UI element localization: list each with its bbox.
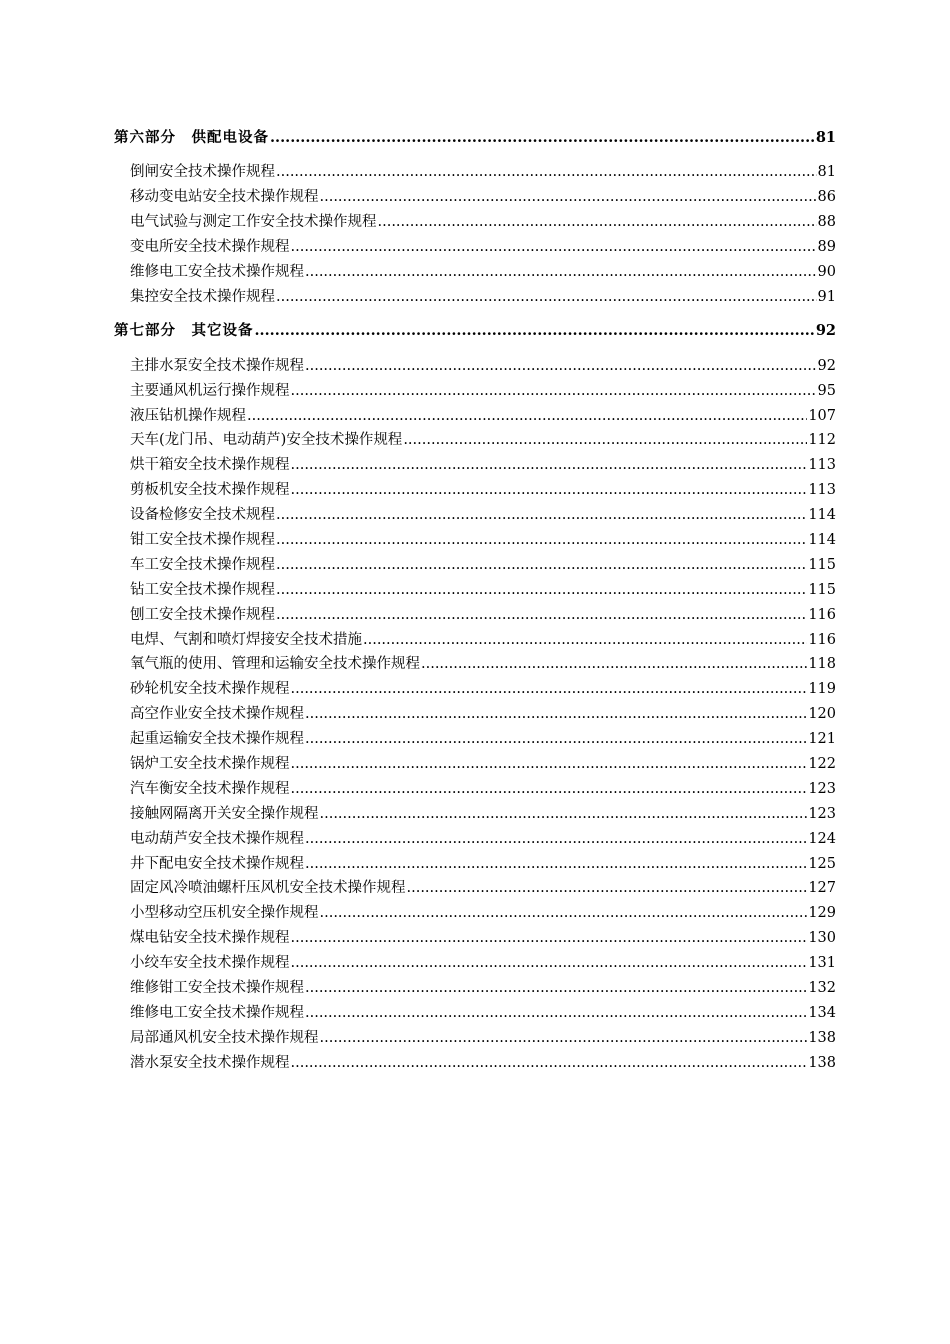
entry-page-number: 90 <box>817 263 836 280</box>
entry-page-number: 127 <box>808 880 836 897</box>
entry-page-number: 124 <box>808 830 836 847</box>
leader-dots <box>305 827 807 852</box>
entry-page-number: 115 <box>808 581 836 598</box>
toc-entry[interactable] <box>114 160 836 185</box>
toc-entry[interactable] <box>114 578 836 603</box>
entry-page-number: 81 <box>817 164 836 181</box>
entry-title: 接触网隔离开关安全操作规程 <box>130 805 319 822</box>
entry-title: 维修钳工安全技术操作规程 <box>130 979 304 996</box>
leader-dots <box>407 876 808 901</box>
table-of-contents <box>114 126 836 1076</box>
entry-page-number: 123 <box>808 805 836 822</box>
leader-dots <box>320 185 817 210</box>
leader-dots <box>291 235 817 260</box>
leader-dots <box>305 852 807 877</box>
leader-dots <box>291 951 808 976</box>
entry-title: 潜水泵安全技术操作规程 <box>130 1054 290 1071</box>
leader-dots <box>291 926 808 951</box>
entry-page-number: 118 <box>808 656 836 673</box>
entry-page-number: 138 <box>808 1029 836 1046</box>
toc-entry[interactable] <box>114 428 836 453</box>
toc-entry[interactable] <box>114 677 836 702</box>
entry-page-number: 123 <box>808 780 836 797</box>
leader-dots <box>378 210 817 235</box>
leader-dots <box>247 404 807 429</box>
entry-title: 煤电钻安全技术操作规程 <box>130 930 290 947</box>
entry-title: 烘干箱安全技术操作规程 <box>130 457 290 474</box>
toc-entry[interactable] <box>114 235 836 260</box>
entry-title: 钻工安全技术操作规程 <box>130 581 275 598</box>
entry-page-number: 88 <box>817 214 836 231</box>
toc-entry[interactable] <box>114 379 836 404</box>
toc-entry[interactable] <box>114 404 836 429</box>
entry-title: 砂轮机安全技术操作规程 <box>130 681 290 698</box>
toc-entry[interactable] <box>114 652 836 677</box>
toc-entry[interactable] <box>114 1001 836 1026</box>
toc-section-heading[interactable] <box>114 319 836 344</box>
toc-entry[interactable] <box>114 528 836 553</box>
leader-dots <box>320 901 808 926</box>
entry-title: 刨工安全技术操作规程 <box>130 606 275 623</box>
entry-title: 集控安全技术操作规程 <box>130 288 275 305</box>
leader-dots <box>305 354 817 379</box>
entry-title: 电动葫芦安全技术操作规程 <box>130 830 304 847</box>
entry-page-number: 119 <box>808 681 836 698</box>
leader-dots <box>291 1051 808 1076</box>
toc-entry[interactable] <box>114 777 836 802</box>
entry-title: 剪板机安全技术操作规程 <box>130 482 290 499</box>
toc-entry[interactable] <box>114 951 836 976</box>
leader-dots <box>276 603 807 628</box>
entry-title: 起重运输安全技术操作规程 <box>130 731 304 748</box>
entry-page-number: 134 <box>808 1004 836 1021</box>
entry-title: 液压钻机操作规程 <box>130 407 246 424</box>
entry-page-number: 125 <box>808 855 836 872</box>
toc-entry[interactable] <box>114 1026 836 1051</box>
leader-dots <box>276 528 807 553</box>
leader-dots <box>276 578 807 603</box>
entry-page-number: 131 <box>808 955 836 972</box>
entry-page-number: 114 <box>808 507 836 524</box>
toc-entry[interactable] <box>114 628 836 653</box>
entry-page-number: 115 <box>808 556 836 573</box>
entry-title: 电焊、气割和喷灯焊接安全技术措施 <box>130 631 362 648</box>
entry-title: 电气试验与测定工作安全技术操作规程 <box>130 214 377 231</box>
entry-title: 维修电工安全技术操作规程 <box>130 1004 304 1021</box>
entry-title: 维修电工安全技术操作规程 <box>130 263 304 280</box>
entry-page-number: 89 <box>817 239 836 256</box>
leader-dots <box>291 453 808 478</box>
toc-entry[interactable] <box>114 752 836 777</box>
section-spacer <box>114 310 836 320</box>
toc-entry[interactable] <box>114 852 836 877</box>
entry-title: 汽车衡安全技术操作规程 <box>130 780 290 797</box>
entry-page-number: 112 <box>808 432 836 449</box>
entry-title: 主排水泵安全技术操作规程 <box>130 357 304 374</box>
entry-page-number: 138 <box>808 1054 836 1071</box>
section-title: 第七部分 其它设备 <box>114 322 254 340</box>
toc-entry[interactable] <box>114 453 836 478</box>
toc-entry[interactable] <box>114 827 836 852</box>
leader-dots <box>291 752 808 777</box>
toc-entry[interactable] <box>114 1051 836 1076</box>
toc-entry[interactable] <box>114 210 836 235</box>
entry-title: 主要通风机运行操作规程 <box>130 382 290 399</box>
entry-page-number: 92 <box>817 357 836 374</box>
toc-section-heading[interactable] <box>114 126 836 151</box>
entry-page-number: 86 <box>817 189 836 206</box>
entry-title: 小绞车安全技术操作规程 <box>130 955 290 972</box>
leader-dots <box>305 727 807 752</box>
entry-title: 天车(龙门吊、电动葫芦)安全技术操作规程 <box>130 432 403 449</box>
entry-page-number: 107 <box>808 407 836 424</box>
toc-entry[interactable] <box>114 553 836 578</box>
leader-dots <box>276 553 807 578</box>
entry-title: 变电所安全技术操作规程 <box>130 239 290 256</box>
entry-page-number: 121 <box>808 731 836 748</box>
entry-page-number: 116 <box>808 631 836 648</box>
toc-entry[interactable] <box>114 926 836 951</box>
entry-title: 小型移动空压机安全操作规程 <box>130 905 319 922</box>
entry-page-number: 114 <box>808 531 836 548</box>
leader-dots <box>320 1026 808 1051</box>
section-page-number: 92 <box>815 322 836 340</box>
entry-title: 局部通风机安全技术操作规程 <box>130 1029 319 1046</box>
toc-entry[interactable] <box>114 802 836 827</box>
entry-page-number: 116 <box>808 606 836 623</box>
entry-page-number: 120 <box>808 706 836 723</box>
toc-entry[interactable] <box>114 185 836 210</box>
entry-title: 锅炉工安全技术操作规程 <box>130 755 290 772</box>
leader-dots <box>305 976 807 1001</box>
entry-page-number: 122 <box>808 755 836 772</box>
leader-dots <box>291 478 808 503</box>
entry-title: 倒闸安全技术操作规程 <box>130 164 275 181</box>
toc-entry[interactable] <box>114 603 836 628</box>
leader-dots <box>305 1001 807 1026</box>
entry-title: 移动变电站安全技术操作规程 <box>130 189 319 206</box>
entry-page-number: 113 <box>808 482 836 499</box>
leader-dots <box>421 652 807 677</box>
entry-title: 井下配电安全技术操作规程 <box>130 855 304 872</box>
entry-title: 设备检修安全技术规程 <box>130 507 275 524</box>
entry-title: 钳工安全技术操作规程 <box>130 531 275 548</box>
leader-dots <box>291 379 817 404</box>
toc-entry[interactable] <box>114 702 836 727</box>
entry-title: 高空作业安全技术操作规程 <box>130 706 304 723</box>
leader-dots <box>255 319 815 344</box>
leader-dots <box>291 777 808 802</box>
toc-entry[interactable] <box>114 876 836 901</box>
entry-page-number: 113 <box>808 457 836 474</box>
section-title: 第六部分 供配电设备 <box>114 129 269 146</box>
entry-page-number: 95 <box>817 382 836 399</box>
entry-page-number: 130 <box>808 930 836 947</box>
toc-entry[interactable] <box>114 478 836 503</box>
leader-dots <box>276 285 817 310</box>
section-page-number: 81 <box>815 129 836 146</box>
entry-title: 氧气瓶的使用、管理和运输安全技术操作规程 <box>130 656 420 673</box>
leader-dots <box>403 428 807 453</box>
toc-entry[interactable] <box>114 503 836 528</box>
entry-title: 固定风冷喷油螺杆压风机安全技术操作规程 <box>130 880 406 897</box>
entry-page-number: 91 <box>817 288 836 305</box>
leader-dots <box>305 702 807 727</box>
toc-entry[interactable] <box>114 727 836 752</box>
toc-entry[interactable] <box>114 354 836 379</box>
entry-page-number: 132 <box>808 979 836 996</box>
leader-dots <box>320 802 808 827</box>
entry-page-number: 129 <box>808 905 836 922</box>
entry-title: 车工安全技术操作规程 <box>130 556 275 573</box>
toc-entry[interactable] <box>114 285 836 310</box>
leader-dots <box>276 160 817 185</box>
toc-entry[interactable] <box>114 260 836 285</box>
toc-entry[interactable] <box>114 976 836 1001</box>
toc-entry[interactable] <box>114 901 836 926</box>
leader-dots <box>270 126 815 151</box>
leader-dots <box>305 260 817 285</box>
leader-dots <box>363 628 807 653</box>
leader-dots <box>291 677 808 702</box>
leader-dots <box>276 503 807 528</box>
